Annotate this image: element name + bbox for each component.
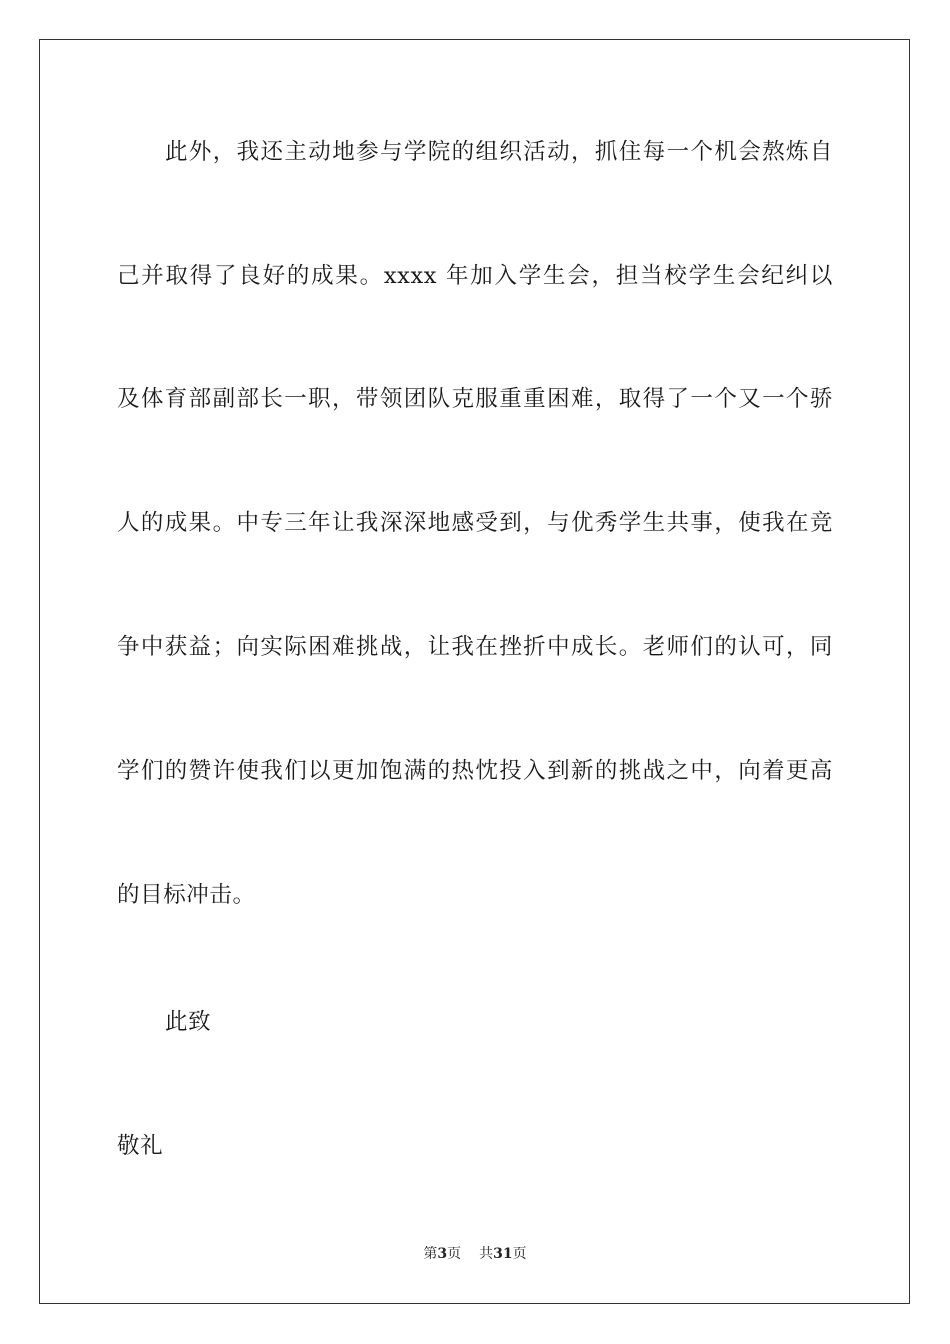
page-number: 3 <box>437 1246 448 1262</box>
page-footer <box>0 1244 950 1264</box>
page-prefix: 第 <box>423 1246 438 1262</box>
body-line-5: 争中获益；向实际困难挑战，让我在挫折中成长。老师们的认可，同 <box>117 634 833 660</box>
salutation-line: 敬礼 <box>117 1133 164 1159</box>
body-line-6: 学们的赞许使我们以更加饱满的热忱投入到新的挑战之中，向着更高 <box>117 758 833 784</box>
body-line-3: 及体育部副部长一职，带领团队克服重重困难，取得了一个又一个骄 <box>117 386 833 412</box>
total-prefix: 共 <box>479 1246 494 1262</box>
total-pages: 31 <box>493 1246 513 1262</box>
body-line-7: 的目标冲击。 <box>117 882 256 908</box>
body-line-2: 己并取得了良好的成果。xxxx 年加入学生会，担当校学生会纪纠以 <box>117 263 833 289</box>
page-suffix: 页 <box>447 1246 462 1262</box>
total-suffix: 页 <box>512 1246 527 1262</box>
page-border <box>39 39 910 1304</box>
body-line-1: 此外，我还主动地参与学院的组织活动，抓住每一个机会熬炼自 <box>165 139 833 165</box>
closing-line: 此致 <box>165 1009 212 1035</box>
body-line-4: 人的成果。中专三年让我深深地感受到，与优秀学生共事，使我在竞 <box>117 510 833 536</box>
